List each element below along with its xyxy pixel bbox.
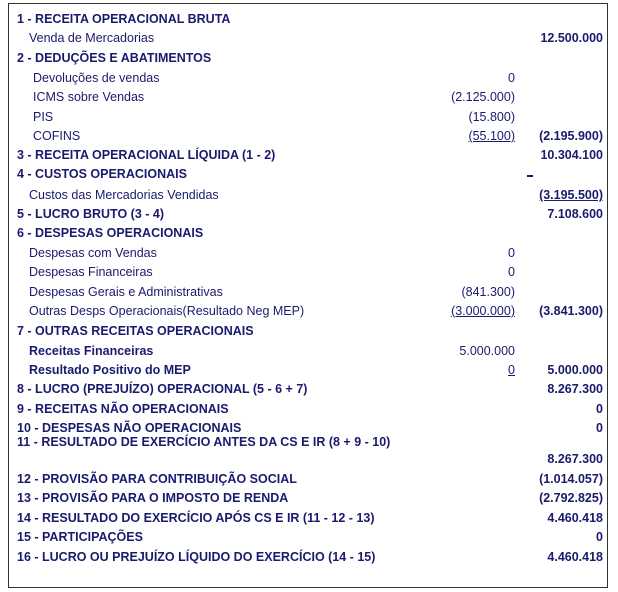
row-mid-value: 5.000.000 — [459, 344, 515, 358]
row-label: Despesas Financeiras — [29, 265, 153, 279]
row-total: 12.500.000 — [540, 31, 603, 45]
row-mid-value: (3.000.000) — [451, 304, 515, 318]
row-mid-value: (15.800) — [468, 110, 515, 124]
row-total: 8.267.300 — [547, 452, 603, 466]
row-total: (2.195.900) — [539, 129, 603, 143]
row-resultado-antes-cs-ir — [9, 435, 607, 467]
row-total: 5.000.000 — [547, 363, 603, 377]
row-label: 12 - PROVISÃO PARA CONTRIBUIÇÃO SOCIAL — [17, 472, 297, 486]
row-label: 2 - DEDUÇÕES E ABATIMENTOS — [17, 51, 212, 65]
row-mid-value: (55.100) — [468, 129, 515, 143]
row-label: 13 - PROVISÃO PARA O IMPOSTO DE RENDA — [17, 491, 289, 505]
row-total: 4.460.418 — [547, 550, 603, 564]
row-label: 14 - RESULTADO DO EXERCÍCIO APÓS CS E IR (11 - 12 - 13) — [17, 511, 375, 525]
row-total: (3.841.300) — [539, 304, 603, 318]
row-label: 9 - RECEITAS NÃO OPERACIONAIS — [17, 402, 229, 416]
row-label: Custos das Mercadorias Vendidas — [29, 188, 219, 202]
row-mid-value: 0 — [508, 246, 515, 260]
row-total: (1.014.057) — [539, 472, 603, 486]
row-label: Devoluções de vendas — [33, 71, 160, 85]
dash-mark — [527, 175, 533, 177]
row-label: Venda de Mercadorias — [29, 31, 155, 45]
row-total: 7.108.600 — [547, 207, 603, 221]
row-total: (3.195.500) — [539, 188, 603, 202]
row-mid-value: 0 — [508, 363, 515, 377]
row-label: 15 - PARTICIPAÇÕES — [17, 530, 143, 544]
row-label: 16 - LUCRO OU PREJUÍZO LÍQUIDO DO EXERCÍCIO (14 - 15) — [17, 550, 376, 564]
row-total: 4.460.418 — [547, 511, 603, 525]
row-label: 11 - RESULTADO DE EXERCÍCIO ANTES DA CS E IR (8 + 9 - 10) — [17, 435, 391, 449]
row-mid-value: 0 — [508, 71, 515, 85]
row-total: 0 — [596, 421, 603, 435]
row-label: 8 - LUCRO (PREJUÍZO) OPERACIONAL (5 - 6 + 7) — [17, 382, 308, 396]
row-label: 10 - DESPESAS NÃO OPERACIONAIS — [17, 421, 242, 435]
row-total: 0 — [596, 402, 603, 416]
row-label: 5 - LUCRO BRUTO (3 - 4) — [17, 207, 164, 221]
row-label: 6 - DESPESAS OPERACIONAIS — [17, 226, 204, 240]
row-total: (2.792.825) — [539, 491, 603, 505]
row-label: 1 - RECEITA OPERACIONAL BRUTA — [17, 12, 231, 26]
row-label: PIS — [33, 110, 54, 124]
row-mid-value: (2.125.000) — [451, 90, 515, 104]
row-label: ICMS sobre Vendas — [33, 90, 145, 104]
row-total: 8.267.300 — [547, 382, 603, 396]
row-label: 7 - OUTRAS RECEITAS OPERACIONAIS — [17, 324, 254, 338]
row-label: Despesas com Vendas — [29, 246, 157, 260]
row-label: Outras Desps Operacionais(Resultado Neg MEP) — [29, 304, 305, 318]
row-mid-value: 0 — [508, 265, 515, 279]
row-label: 4 - CUSTOS OPERACIONAIS — [17, 167, 187, 181]
row-total: 0 — [596, 530, 603, 544]
row-label: Despesas Gerais e Administrativas — [29, 285, 223, 299]
row-label: COFINS — [33, 129, 81, 143]
row-label: Receitas Financeiras — [29, 344, 154, 358]
row-mid-value: (841.300) — [461, 285, 515, 299]
income-statement-table — [8, 3, 608, 588]
row-total: 10.304.100 — [540, 148, 603, 162]
row-label: 3 - RECEITA OPERACIONAL LÍQUIDA (1 - 2) — [17, 148, 276, 162]
row-label: Resultado Positivo do MEP — [29, 363, 191, 377]
